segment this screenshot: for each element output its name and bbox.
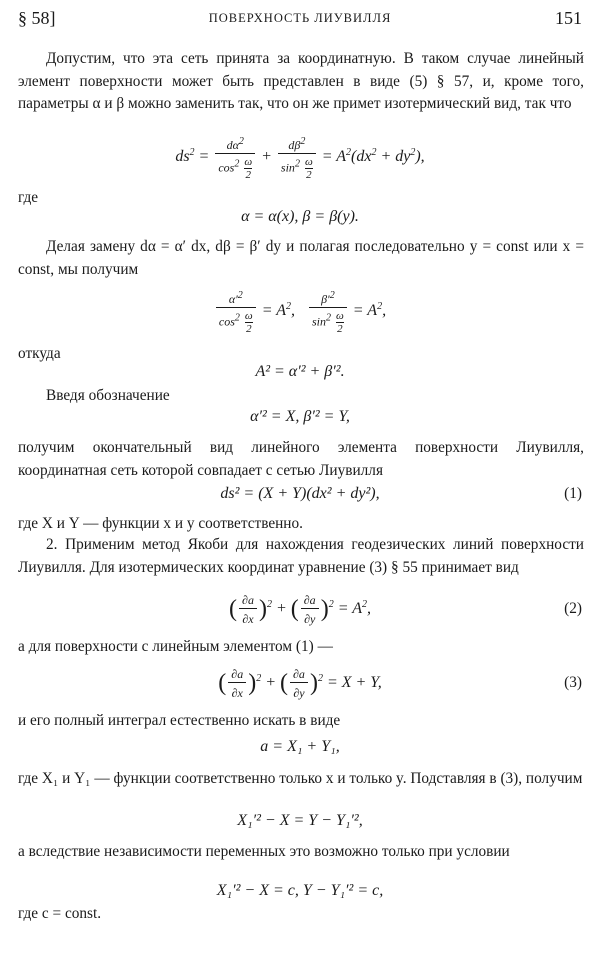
paragraph-8: 2. Применим метод Якоби для нахождения геодезических линий поверхности Лиувилля. Для изотермических координат уравнение (3) § 55 принимает вид [18, 536, 584, 576]
equation-8: ( $\frac{\partial a}{\partial x}$ )$^2$ + ( $\frac{\partial a}{\partial y}$ )$^2$ = X + Y, [218, 667, 382, 700]
equation-11: X₁′² − X = c, Y − Y₁′² = c, [216, 882, 384, 899]
equation-5: α′² = X, β′² = Y, [250, 408, 350, 425]
equation-7: ( $\frac{\partial a}{\partial x}$ )$^2$ + ( $\frac{\partial a}{\partial y}$ )$^2 = A^2$, [229, 593, 371, 626]
running-title: ПОВЕРХНОСТЬ ЛИУВИЛЛЯ [208, 11, 392, 25]
equation-2: α = α(x), β = β(y). [241, 208, 359, 225]
paragraph-3: Делая замену dα = α′ dx, dβ = β′ dy и полагая последовательно y = const или x = const, мы получим [18, 238, 584, 278]
equation-10: X₁′² − X = Y − Y₁′², [237, 812, 363, 829]
equation-number-3: (3) [564, 674, 582, 691]
paragraph-5: Введя обозначение [46, 387, 170, 404]
equation-1: $ds^2$ = $d\alpha^2$ $\cos^2$ $\frac{\omega}{2}$ + $d\beta^2$ $\sin^2$ $\frac{\omega}{2}$ = $A^2(dx^2 + dy^2)$, [175, 136, 425, 181]
paragraph-1: Допустим, что эта сеть принята за координатную. В таком случае линейный элемент поверхности может быть представлен в виде (5) § 57, и, кроме того, параметры α и β можно заменить так, что он же примет изотермический вид, так что [18, 50, 584, 112]
running-header [18, 8, 582, 32]
paragraph-9: а для поверхности с линейным элементом (1) — [18, 638, 333, 655]
paragraph-4: откуда [18, 345, 61, 362]
equation-9: a = X₁ + Y₁, [260, 738, 340, 755]
paragraph-11: где X₁ и Y₁ — функции соответственно только x и только y. Подставляя в (3), получим [18, 770, 583, 787]
equation-4: A² = α′² + β′². [255, 363, 345, 380]
equation-3: $\alpha'^2$ $\cos^2$ $\frac{\omega}{2}$ = $A^2$, $\beta'^2$ $\sin^2$ $\frac{\omega}{2}$ = $A^2$, [0, 288, 600, 335]
equation-6: ds² = (X + Y)(dx² + dy²), [220, 485, 380, 502]
paragraph-7: где X и Y — функции x и y соответственно. [18, 515, 303, 532]
paragraph-13: где c = const. [18, 905, 102, 922]
paragraph-6: получим окончательный вид линейного элемента поверхности Лиувилля, координатная сеть которой совпадает с сетью Лиувилля [18, 439, 584, 479]
paragraph-12: а вследствие независимости переменных это возможно только при условии [18, 843, 510, 860]
page-number: 151 [555, 8, 582, 28]
section-ref: § 58] [18, 8, 56, 28]
equation-number-1: (1) [564, 485, 582, 502]
paragraph-2: где [18, 189, 39, 206]
equation-number-2: (2) [564, 600, 582, 617]
paragraph-10: и его полный интеграл естественно искать в виде [18, 712, 341, 729]
